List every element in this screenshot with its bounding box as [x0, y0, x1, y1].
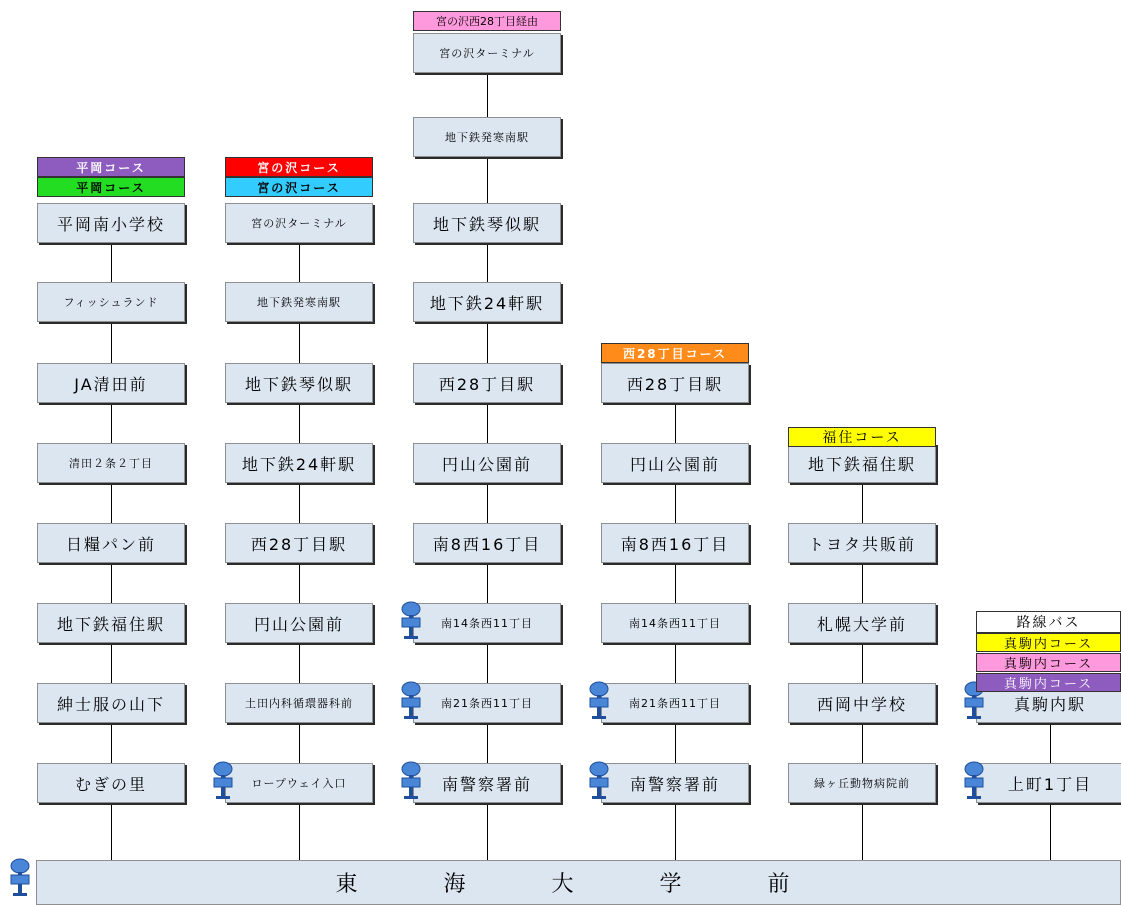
stop-hiraoka-6[interactable]: 紳士服の山下 [37, 683, 185, 723]
course-label-makomanai-2: 真駒内コース [976, 653, 1121, 672]
stop-hiraoka-5[interactable]: 地下鉄福住駅 [37, 603, 185, 643]
course-label-miyanosawa-2: 宮の沢コース [225, 177, 373, 197]
bus-stop-icon [587, 761, 611, 801]
stop-via_nishi28-4[interactable]: 西28丁目駅 [413, 363, 561, 403]
course-label-fukuzumi: 福住コース [788, 427, 936, 447]
course-label-nishi28: 西28丁目コース [601, 343, 749, 363]
stop-hiraoka-4[interactable]: 日糧パン前 [37, 523, 185, 563]
stop-nishi28-0[interactable]: 西28丁目駅 [601, 363, 749, 403]
stop-hiraoka-1[interactable]: フィッシュランド [37, 282, 185, 322]
bus-stop-icon [399, 601, 423, 641]
stop-via_nishi28-2[interactable]: 地下鉄琴似駅 [413, 203, 561, 243]
stop-fukuzumi-2[interactable]: 札幌大学前 [788, 603, 936, 643]
stop-hiraoka-2[interactable]: JA清田前 [37, 363, 185, 403]
stop-fukuzumi-4[interactable]: 緑ヶ丘動物病院前 [788, 763, 936, 803]
stop-nishi28-5[interactable]: 南警察署前 [601, 763, 749, 803]
stop-via_nishi28-8[interactable]: 南21条西11丁目 [413, 683, 561, 723]
course-label-makomanai-3: 真駒内コース [976, 673, 1121, 692]
stop-via_nishi28-7[interactable]: 南14条西11丁目 [413, 603, 561, 643]
stop-fukuzumi-1[interactable]: トヨタ共販前 [788, 523, 936, 563]
stop-via_nishi28-5[interactable]: 円山公園前 [413, 443, 561, 483]
bus-stop-icon [399, 761, 423, 801]
stop-miyanosawa-3[interactable]: 地下鉄24軒駅 [225, 443, 373, 483]
stop-miyanosawa-0[interactable]: 宮の沢ターミナル [225, 203, 373, 243]
stop-nishi28-1[interactable]: 円山公園前 [601, 443, 749, 483]
stop-via_nishi28-0[interactable]: 宮の沢ターミナル [413, 33, 561, 73]
course-label-via-nishi28: 宮の沢西28丁目経由 [413, 11, 561, 31]
stop-via_nishi28-1[interactable]: 地下鉄発寒南駅 [413, 117, 561, 157]
stop-miyanosawa-1[interactable]: 地下鉄発寒南駅 [225, 282, 373, 322]
stop-nishi28-2[interactable]: 南8西16丁目 [601, 523, 749, 563]
stop-hiraoka-3[interactable]: 清田２条２丁目 [37, 443, 185, 483]
stop-fukuzumi-0[interactable]: 地下鉄福住駅 [788, 443, 936, 483]
stop-makomanai-1[interactable]: 上町1丁目 [976, 763, 1121, 803]
stop-fukuzumi-3[interactable]: 西岡中学校 [788, 683, 936, 723]
stop-nishi28-4[interactable]: 南21条西11丁目 [601, 683, 749, 723]
stop-miyanosawa-4[interactable]: 西28丁目駅 [225, 523, 373, 563]
stop-hiraoka-7[interactable]: むぎの里 [37, 763, 185, 803]
stop-miyanosawa-5[interactable]: 円山公園前 [225, 603, 373, 643]
course-label-miyanosawa-1: 宮の沢コース [225, 157, 373, 177]
stop-miyanosawa-7[interactable]: ロープウェイ入口 [225, 763, 373, 803]
bus-stop-icon [587, 681, 611, 721]
bus-stop-icon [8, 858, 32, 898]
course-label-hiraoka-1: 平岡コース [37, 157, 185, 177]
stop-nishi28-3[interactable]: 南14条西11丁目 [601, 603, 749, 643]
stop-miyanosawa-6[interactable]: 土田内科循環器科前 [225, 683, 373, 723]
bus-stop-icon [399, 681, 423, 721]
stop-via_nishi28-9[interactable]: 南警察署前 [413, 763, 561, 803]
bus-stop-icon [211, 761, 235, 801]
course-label-makomanai-1: 真駒内コース [976, 633, 1121, 652]
stop-hiraoka-0[interactable]: 平岡南小学校 [37, 203, 185, 243]
course-label-hiraoka-2: 平岡コース [37, 177, 185, 197]
stop-via_nishi28-3[interactable]: 地下鉄24軒駅 [413, 282, 561, 322]
stop-miyanosawa-2[interactable]: 地下鉄琴似駅 [225, 363, 373, 403]
stop-via_nishi28-6[interactable]: 南8西16丁目 [413, 523, 561, 563]
stop-makomanai-0[interactable]: 真駒内駅 [976, 683, 1121, 723]
terminal-stop[interactable]: 東 海 大 学 前 [36, 860, 1121, 905]
course-label-rosen-bus: 路線バス [976, 611, 1121, 633]
bus-stop-icon [962, 761, 986, 801]
